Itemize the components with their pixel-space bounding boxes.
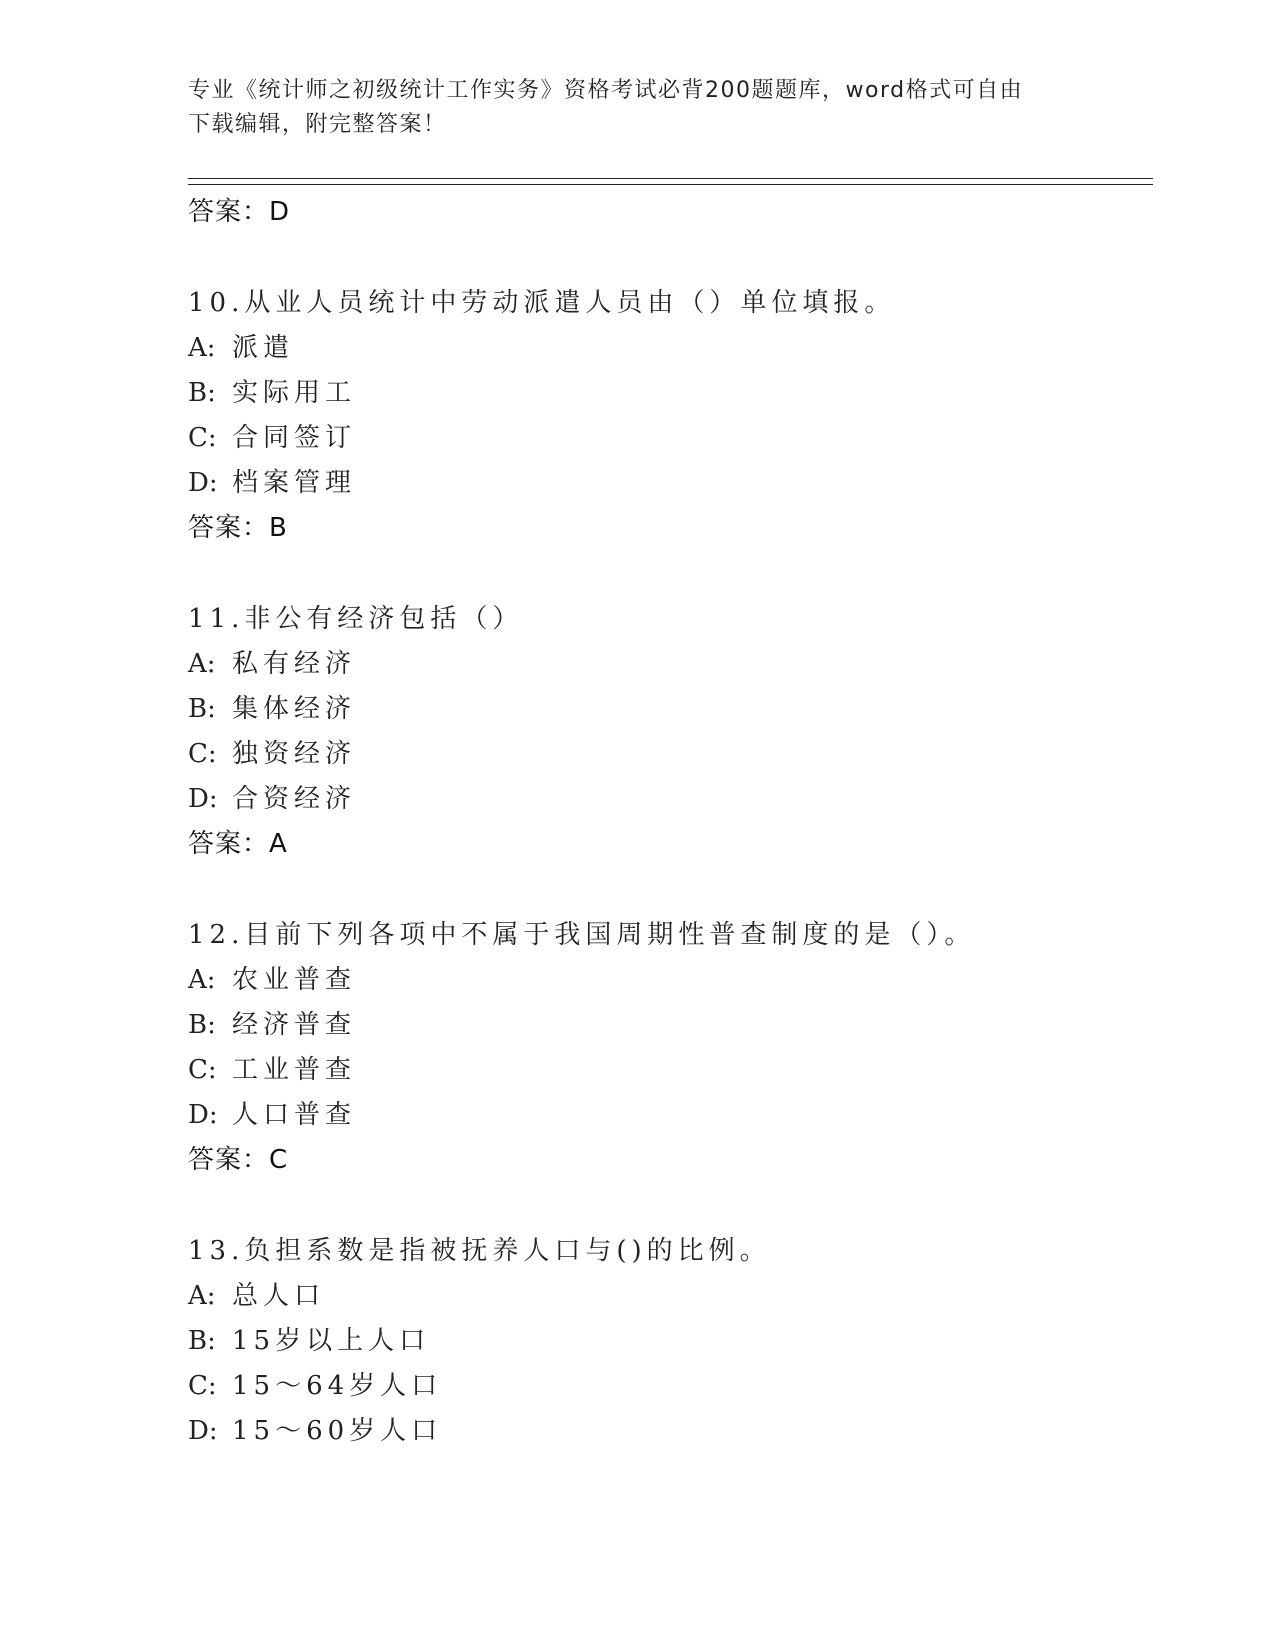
document-header	[188, 74, 1088, 142]
option-b	[188, 1319, 1148, 1364]
option-c	[188, 416, 1148, 461]
option-text: 总人口	[232, 1281, 326, 1311]
question-13: 13.负担系数是指被抚养人口与()的比例。	[188, 1236, 771, 1266]
option-text: 经济普查	[232, 1010, 357, 1040]
option-letter: C:	[188, 423, 217, 453]
option-text: 合同签订	[232, 423, 357, 453]
answer-line: 答案：C	[188, 1145, 289, 1175]
option-letter: B:	[188, 694, 216, 724]
option-text: 档案管理	[232, 468, 357, 498]
option-b	[188, 1003, 1148, 1048]
option-c	[188, 1364, 1148, 1409]
option-letter: C:	[188, 1055, 217, 1085]
option-b	[188, 371, 1148, 416]
option-c	[188, 732, 1148, 777]
option-letter: B:	[188, 1010, 216, 1040]
option-c	[188, 1048, 1148, 1093]
option-a	[188, 1274, 1148, 1319]
option-letter: A:	[188, 1281, 216, 1311]
option-text: 15～64岁人口	[232, 1371, 443, 1401]
answer-line: 答案：D	[188, 197, 291, 227]
option-a	[188, 642, 1148, 687]
option-d	[188, 461, 1148, 506]
spacer	[188, 1183, 1148, 1229]
option-letter: B:	[188, 378, 216, 408]
header-divider-bottom	[188, 184, 1153, 185]
option-letter: D:	[188, 784, 218, 814]
answer-line: 答案：B	[188, 513, 288, 543]
option-d	[188, 1409, 1148, 1454]
option-text: 农业普查	[232, 965, 357, 995]
option-letter: D:	[188, 468, 218, 498]
question-10: 10.从业人员统计中劳动派遣人员由（）单位填报。	[188, 288, 896, 318]
option-letter: D:	[188, 1100, 218, 1130]
option-text: 人口普查	[232, 1100, 357, 1130]
option-d	[188, 1093, 1148, 1138]
option-letter: A:	[188, 965, 216, 995]
option-text: 私有经济	[232, 649, 357, 679]
option-letter: A:	[188, 333, 216, 363]
option-letter: A:	[188, 649, 216, 679]
spacer	[188, 235, 1148, 281]
option-letter: B:	[188, 1326, 216, 1356]
option-a	[188, 958, 1148, 1003]
option-a	[188, 326, 1148, 371]
option-text: 工业普查	[232, 1055, 357, 1085]
spacer	[188, 867, 1148, 913]
question-list	[188, 190, 1148, 1454]
header-divider-top	[188, 178, 1153, 179]
option-text: 集体经济	[232, 694, 357, 724]
header-line-2: 下载编辑，附完整答案！	[188, 112, 447, 137]
option-text: 派遣	[232, 333, 295, 363]
option-letter: C:	[188, 739, 217, 769]
option-text: 15～60岁人口	[232, 1416, 443, 1446]
option-text: 实际用工	[232, 378, 357, 408]
option-text: 15岁以上人口	[232, 1326, 431, 1356]
option-letter: D:	[188, 1416, 218, 1446]
question-12: 12.目前下列各项中不属于我国周期性普查制度的是（）。	[188, 920, 976, 950]
option-d	[188, 777, 1148, 822]
option-text: 独资经济	[232, 739, 357, 769]
option-text: 合资经济	[232, 784, 357, 814]
header-line-1: 专业《统计师之初级统计工作实务》资格考试必背200题题库，word格式可自由	[188, 78, 1024, 103]
answer-line: 答案：A	[188, 829, 288, 859]
spacer	[188, 551, 1148, 597]
option-b	[188, 687, 1148, 732]
question-11: 11.非公有经济包括（）	[188, 604, 524, 634]
option-letter: C:	[188, 1371, 217, 1401]
